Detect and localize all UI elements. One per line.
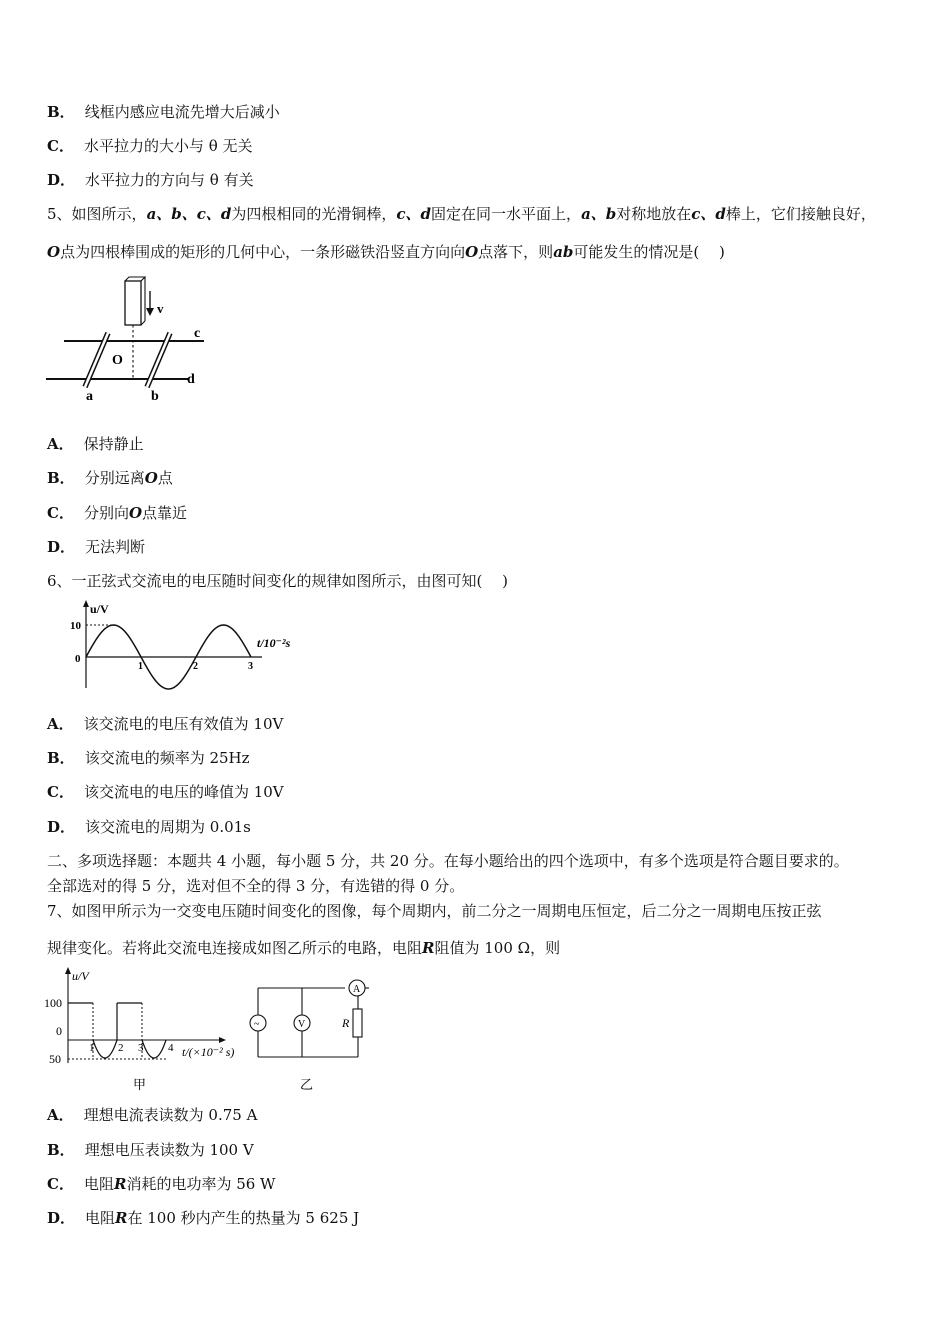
ac-source-symbol: ~ xyxy=(254,1019,260,1030)
q7-chart-jia xyxy=(44,965,254,1093)
q4-option-c: C． 水平拉力的大小与 θ 无关 xyxy=(47,137,253,155)
q5-stem-line1: 5、如图所示，a、b、c、d为四根相同的光滑铜棒，c、d固定在同一水平面上，a、b对称地放在c、d棒上，它们接触良好， xyxy=(47,205,876,223)
q6-ytick-0: 0 xyxy=(75,653,81,665)
q7-stem-line1: 7、如图甲所示为一交变电压随时间变化的图像，每个周期内，前二分之一周期电压恒定，后二分之一周期电压按正弦 xyxy=(47,902,822,920)
q7-option-c: C． 电阻R消耗的电功率为 56 W xyxy=(47,1175,276,1193)
q4-option-d: D． 水平拉力的方向与 θ 有关 xyxy=(47,171,254,189)
q6-xtick-2: 2 xyxy=(193,661,198,672)
ammeter-label: A xyxy=(353,984,361,995)
q6-option-a: A． 该交流电的电压有效值为 10V xyxy=(47,715,284,733)
jia-caption: 甲 xyxy=(133,1077,147,1092)
q6-xlabel: t/10⁻²s xyxy=(257,636,291,650)
q4-option-b: B． 线框内感应电流先增大后减小 xyxy=(47,103,280,121)
label-a: a xyxy=(86,389,93,404)
q7-stem-line2: 规律变化。若将此交流电连接成如图乙所示的电路，电阻R阻值为 100 Ω，则 xyxy=(47,939,561,957)
resistor-label: R xyxy=(342,1016,350,1030)
jia-half-sine-2 xyxy=(142,1040,166,1058)
jia-ytick-50: 50 xyxy=(49,1052,61,1066)
voltmeter-label: V xyxy=(298,1019,306,1030)
q6-ytick-10: 10 xyxy=(70,620,81,632)
q6-ylabel: u/V xyxy=(90,602,109,616)
q6-option-d: D． 该交流电的周期为 0.01s xyxy=(47,818,251,836)
section2-heading-line2: 全部选对的得 5 分，选对但不全的得 3 分，有选错的得 0 分。 xyxy=(47,877,465,895)
q7-option-b: B． 理想电压表读数为 100 V xyxy=(47,1141,254,1159)
q6-option-c: C． 该交流电的电压的峰值为 10V xyxy=(47,783,284,801)
q7-circuit-yi xyxy=(244,972,369,1094)
yi-caption: 乙 xyxy=(300,1077,314,1092)
q7-option-a: A． 理想电流表读数为 0.75 A xyxy=(47,1106,258,1124)
q5-stem-line2: O点为四根棒围成的矩形的几何中心，一条形磁铁沿竖直方向向O点落下，则ab可能发生的情况是( ) xyxy=(47,243,725,261)
jia-xtick-1: 1 xyxy=(89,1042,95,1054)
q5-option-c: C． 分别向O点靠近 xyxy=(47,504,188,522)
q6-stem: 6、一正弦式交流电的电压随时间变化的规律如图所示，由图可知( ) xyxy=(47,572,509,590)
q5-option-b: B． 分别远离O点 xyxy=(47,469,173,487)
jia-half-sine-1 xyxy=(93,1040,117,1058)
magnet xyxy=(125,281,141,325)
jia-xlabel: t/(×10⁻² s) xyxy=(182,1045,235,1059)
q5-figure xyxy=(44,275,224,410)
jia-ytick-100: 100 xyxy=(44,996,62,1010)
jia-xtick-2: 2 xyxy=(118,1042,124,1054)
section2-heading-line1: 二、多项选择题：本题共 4 小题，每小题 5 分，共 20 分。在每小题给出的四个选项中，有多个选项是符合题目要求的。 xyxy=(47,852,849,870)
q5-option-a: A． 保持静止 xyxy=(47,435,144,453)
jia-ylabel: u/V xyxy=(72,969,89,983)
q5-option-d: D． 无法判断 xyxy=(47,538,146,556)
q6-xtick-1: 1 xyxy=(138,661,143,672)
resistor xyxy=(353,1009,362,1037)
q6-option-b: B． 该交流电的频率为 25Hz xyxy=(47,749,250,767)
jia-ytick-0: 0 xyxy=(56,1024,62,1038)
q6-xtick-3: 3 xyxy=(248,661,253,672)
label-O: O xyxy=(112,353,123,368)
jia-xtick-4: 4 xyxy=(168,1042,174,1054)
jia-xtick-3: 3 xyxy=(138,1042,144,1054)
label-b: b xyxy=(151,389,159,404)
q6-chart xyxy=(62,598,302,693)
label-d: d xyxy=(187,372,195,387)
q7-option-d: D． 电阻R在 100 秒内产生的热量为 5 625 J xyxy=(47,1209,360,1227)
velocity-label: v xyxy=(157,301,164,316)
label-c: c xyxy=(194,326,201,341)
